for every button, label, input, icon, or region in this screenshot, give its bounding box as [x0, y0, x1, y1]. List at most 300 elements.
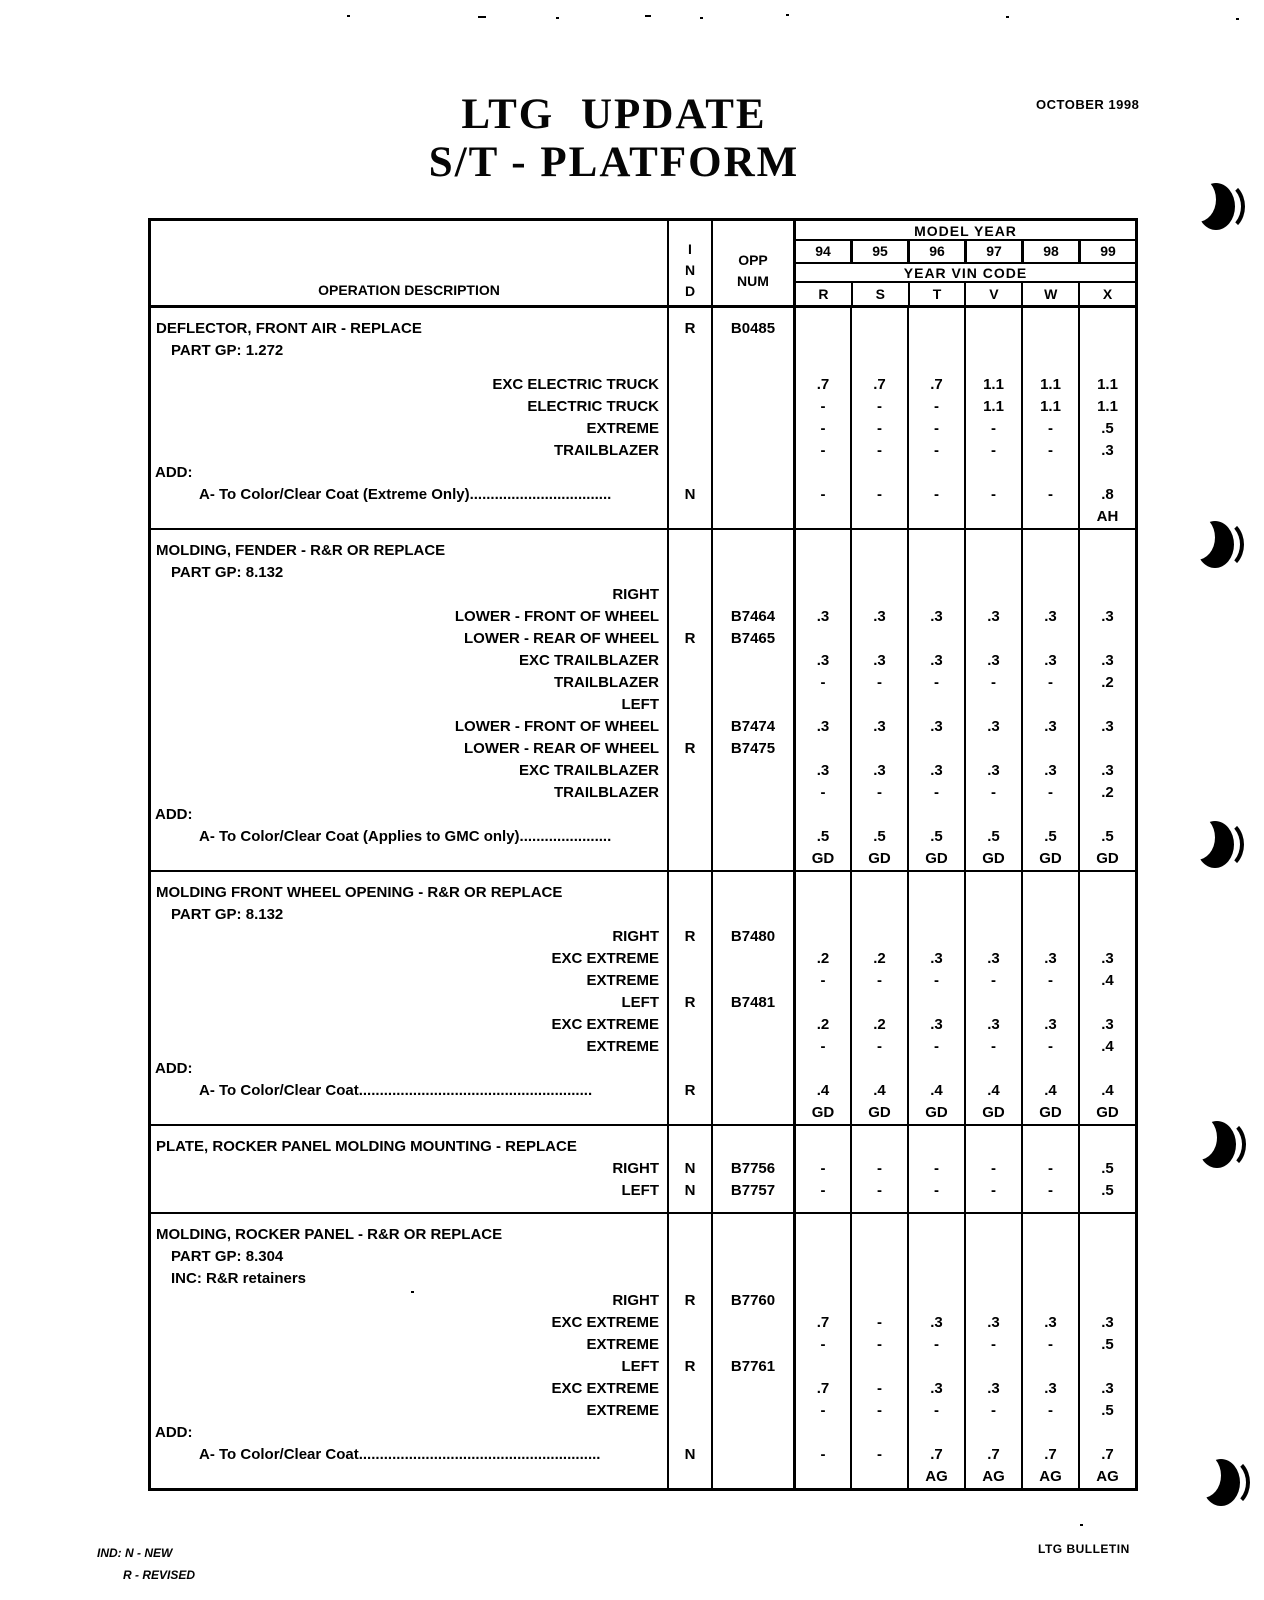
value-cell-99 [1078, 1126, 1135, 1136]
value-cell-95: - [850, 484, 907, 506]
value-cell-99 [1078, 1214, 1135, 1224]
value-cell-94: - [793, 484, 850, 506]
ind-cell [667, 1014, 711, 1036]
value-cell-94 [793, 992, 850, 1014]
ind-cell [667, 606, 711, 628]
value-cell-95 [850, 1422, 907, 1444]
value-cell-96 [907, 1224, 964, 1246]
table-row [151, 1268, 1135, 1290]
table-row [151, 396, 1135, 418]
value-cell-97 [964, 872, 1021, 882]
value-cell-94 [793, 506, 850, 528]
table-row [151, 848, 1135, 870]
opp-num-cell [711, 1400, 793, 1422]
operation-desc-cell: ELECTRIC TRUCK [527, 398, 659, 415]
value-cell-94: .3 [793, 716, 850, 738]
value-cell-94 [793, 1136, 850, 1158]
value-cell-97 [964, 992, 1021, 1014]
value-cell-99 [1078, 462, 1135, 484]
opp-num-cell: B7474 [711, 716, 793, 738]
value-cell-98 [1021, 506, 1078, 528]
value-cell-97: - [964, 672, 1021, 694]
opp-num-cell [711, 650, 793, 672]
value-cell-96: .3 [907, 1014, 964, 1036]
value-cell-98 [1021, 462, 1078, 484]
value-cell-98: .3 [1021, 1312, 1078, 1334]
ind-cell [667, 804, 711, 826]
value-cell-94 [793, 562, 850, 584]
value-cell-98 [1021, 904, 1078, 926]
ind-cell: R [667, 738, 711, 760]
table-row [151, 694, 1135, 716]
value-cell-99 [1078, 1268, 1135, 1290]
table-row [151, 1400, 1135, 1422]
value-cell-94 [793, 1202, 850, 1212]
ind-cell: N [667, 484, 711, 506]
value-cell-95: - [850, 1180, 907, 1202]
header-vin-code-cells [796, 283, 1135, 305]
value-cell-96 [907, 318, 964, 340]
scan-speck [1006, 16, 1009, 18]
ind-cell: N [667, 1444, 711, 1466]
value-cell-99: GD [1078, 1102, 1135, 1124]
value-cell-98: .3 [1021, 760, 1078, 782]
ind-cell: R [667, 318, 711, 340]
header-year: 98 [1021, 241, 1078, 262]
value-cell-96: .7 [907, 374, 964, 396]
value-cell-96 [907, 992, 964, 1014]
value-cell-99: AG [1078, 1466, 1135, 1488]
binder-hole-mark [1202, 1457, 1254, 1509]
value-cell-99 [1078, 584, 1135, 606]
value-cell-96 [907, 340, 964, 362]
value-cell-96 [907, 628, 964, 650]
value-cell-95 [850, 1466, 907, 1488]
value-cell-97: - [964, 1334, 1021, 1356]
value-cell-97 [964, 318, 1021, 340]
value-cell-98: GD [1021, 1102, 1078, 1124]
value-cell-98 [1021, 1290, 1078, 1312]
value-cell-98: - [1021, 1334, 1078, 1356]
value-cell-96 [907, 1290, 964, 1312]
operation-desc-cell: EXC EXTREME [551, 950, 659, 967]
footer-ind-legend-line1: IND: N - NEW [97, 1546, 173, 1560]
table-row [151, 650, 1135, 672]
opp-num-cell [711, 1246, 793, 1268]
header-opp-line: OPP [738, 252, 768, 268]
operation-desc-cell: EXC EXTREME [551, 1314, 659, 1331]
value-cell-99 [1078, 1224, 1135, 1246]
value-cell-95 [850, 584, 907, 606]
value-cell-96 [907, 804, 964, 826]
ind-cell [667, 1036, 711, 1058]
operation-desc-cell: LEFT [621, 696, 659, 713]
value-cell-98 [1021, 1058, 1078, 1080]
operation-desc-cell: EXTREME [586, 1038, 659, 1055]
value-cell-98 [1021, 1202, 1078, 1212]
ind-cell [667, 1136, 711, 1158]
opp-num-cell [711, 374, 793, 396]
operation-desc-cell: A- To Color/Clear Coat........................................................ [199, 1082, 593, 1099]
value-cell-94 [793, 1214, 850, 1224]
value-cell-98 [1021, 308, 1078, 318]
value-cell-97: .5 [964, 826, 1021, 848]
value-cell-94 [793, 1290, 850, 1312]
table-row [151, 948, 1135, 970]
table-row [151, 904, 1135, 926]
value-cell-98: .5 [1021, 826, 1078, 848]
value-cell-97: .3 [964, 948, 1021, 970]
scan-speck [645, 15, 651, 17]
value-cell-99 [1078, 1246, 1135, 1268]
ind-cell [667, 396, 711, 418]
value-cell-97: .3 [964, 1312, 1021, 1334]
value-cell-97 [964, 562, 1021, 584]
ind-cell [667, 1214, 711, 1224]
value-cell-98 [1021, 804, 1078, 826]
opp-num-cell [711, 1312, 793, 1334]
value-cell-97 [964, 530, 1021, 540]
value-cell-94: - [793, 672, 850, 694]
value-cell-95: .7 [850, 374, 907, 396]
value-cell-95 [850, 804, 907, 826]
value-cell-95 [850, 926, 907, 948]
ind-cell [667, 970, 711, 992]
opp-num-cell: B7756 [711, 1158, 793, 1180]
value-cell-97 [964, 804, 1021, 826]
table-row [151, 1136, 1135, 1158]
value-cell-97 [964, 738, 1021, 760]
value-cell-95 [850, 1224, 907, 1246]
table-row [151, 628, 1135, 650]
header-operation-description: OPERATION DESCRIPTION [318, 282, 500, 298]
opp-num-cell [711, 1014, 793, 1036]
value-cell-97: GD [964, 1102, 1021, 1124]
ind-cell [667, 1312, 711, 1334]
table-row [151, 1378, 1135, 1400]
value-cell-94: .3 [793, 650, 850, 672]
value-cell-99: .3 [1078, 948, 1135, 970]
operation-desc-cell: LEFT [621, 1358, 659, 1375]
value-cell-97: AG [964, 1466, 1021, 1488]
value-cell-96: .3 [907, 650, 964, 672]
operation-desc-cell: LEFT [621, 1182, 659, 1199]
value-cell-96 [907, 1136, 964, 1158]
section-molding-fender [151, 530, 1135, 872]
value-cell-98: .3 [1021, 606, 1078, 628]
value-cell-95 [850, 992, 907, 1014]
value-cell-96 [907, 562, 964, 584]
opp-num-cell: B0485 [711, 318, 793, 340]
opp-num-cell: B7757 [711, 1180, 793, 1202]
value-cell-97: - [964, 782, 1021, 804]
header-vin-code: V [964, 283, 1021, 305]
value-cell-94 [793, 1058, 850, 1080]
value-cell-94 [793, 926, 850, 948]
value-cell-94 [793, 1224, 850, 1246]
ind-cell [667, 1334, 711, 1356]
ind-cell [667, 694, 711, 716]
value-cell-94 [793, 340, 850, 362]
value-cell-99 [1078, 1136, 1135, 1158]
value-cell-98 [1021, 1356, 1078, 1378]
value-cell-98 [1021, 318, 1078, 340]
operation-desc-cell: LOWER - FRONT OF WHEEL [454, 608, 659, 625]
value-cell-99: .3 [1078, 606, 1135, 628]
value-cell-99 [1078, 872, 1135, 882]
value-cell-95: - [850, 1312, 907, 1334]
table-row [151, 606, 1135, 628]
value-cell-95 [850, 308, 907, 318]
value-cell-99 [1078, 308, 1135, 318]
operation-desc-cell: PLATE, ROCKER PANEL MOLDING MOUNTING - REPLACE [156, 1138, 577, 1155]
table-row [151, 970, 1135, 992]
value-cell-96: AG [907, 1466, 964, 1488]
ind-cell [667, 530, 711, 540]
value-cell-96: - [907, 1158, 964, 1180]
value-cell-94: .7 [793, 1312, 850, 1334]
value-cell-96: - [907, 1334, 964, 1356]
operation-desc-cell [151, 1214, 667, 1224]
section-molding-rocker-panel [151, 1214, 1135, 1488]
operation-desc-cell: MOLDING FRONT WHEEL OPENING - R&R OR REPLACE [156, 884, 563, 901]
value-cell-99: 1.1 [1078, 396, 1135, 418]
value-cell-99: .2 [1078, 782, 1135, 804]
header-ind-letter: D [684, 283, 696, 299]
value-cell-98: .4 [1021, 1080, 1078, 1102]
value-cell-99: .3 [1078, 1312, 1135, 1334]
operation-desc-cell [151, 308, 667, 318]
ind-cell [667, 1202, 711, 1212]
value-cell-94 [793, 738, 850, 760]
operation-desc-cell: LOWER - REAR OF WHEEL [464, 630, 659, 647]
operation-desc-cell: LOWER - REAR OF WHEEL [464, 740, 659, 757]
operation-desc-cell: ADD: [155, 464, 193, 481]
value-cell-96 [907, 462, 964, 484]
ind-cell [667, 1102, 711, 1124]
table-row [151, 340, 1135, 362]
value-cell-95: .5 [850, 826, 907, 848]
opp-num-cell: B7464 [711, 606, 793, 628]
operation-desc-cell: LEFT [621, 994, 659, 1011]
opp-num-cell: B7465 [711, 628, 793, 650]
value-cell-95: - [850, 1444, 907, 1466]
opp-num-cell [711, 1334, 793, 1356]
table-row [151, 308, 1135, 318]
value-cell-98 [1021, 362, 1078, 374]
table-row [151, 1180, 1135, 1202]
operation-desc-cell: PART GP: 8.304 [171, 1248, 284, 1265]
value-cell-95: .2 [850, 948, 907, 970]
table-row [151, 1202, 1135, 1212]
ind-cell: R [667, 926, 711, 948]
binder-hole-mark [1196, 519, 1248, 571]
value-cell-95 [850, 1058, 907, 1080]
table-row [151, 872, 1135, 882]
operation-desc-cell: MOLDING, FENDER - R&R OR REPLACE [156, 542, 446, 559]
operation-desc-cell: ADD: [155, 1424, 193, 1441]
value-cell-98: - [1021, 1036, 1078, 1058]
header-year: 99 [1078, 241, 1135, 262]
operation-desc-cell: TRAILBLAZER [554, 784, 659, 801]
value-cell-94: - [793, 1180, 850, 1202]
value-cell-96 [907, 584, 964, 606]
value-cell-97 [964, 1214, 1021, 1224]
value-cell-96 [907, 1422, 964, 1444]
value-cell-94 [793, 1126, 850, 1136]
ind-cell [667, 462, 711, 484]
value-cell-97 [964, 1126, 1021, 1136]
table-row [151, 760, 1135, 782]
value-cell-94 [793, 1246, 850, 1268]
scan-speck [347, 15, 350, 17]
value-cell-95 [850, 694, 907, 716]
value-cell-96: - [907, 782, 964, 804]
ind-cell [667, 650, 711, 672]
value-cell-97: - [964, 418, 1021, 440]
header-vin-code: X [1078, 283, 1135, 305]
value-cell-99 [1078, 1356, 1135, 1378]
value-cell-99 [1078, 340, 1135, 362]
value-cell-98 [1021, 1246, 1078, 1268]
value-cell-95 [850, 1136, 907, 1158]
value-cell-94: - [793, 396, 850, 418]
ind-cell [667, 1268, 711, 1290]
value-cell-94: GD [793, 1102, 850, 1124]
opp-num-cell [711, 904, 793, 926]
value-cell-94: - [793, 970, 850, 992]
value-cell-98 [1021, 628, 1078, 650]
ind-cell [667, 1126, 711, 1136]
table-row [151, 1036, 1135, 1058]
value-cell-98: .3 [1021, 716, 1078, 738]
operation-desc-cell: MOLDING, ROCKER PANEL - R&R OR REPLACE [156, 1226, 503, 1243]
binder-hole-mark [1198, 1119, 1250, 1171]
value-cell-94 [793, 628, 850, 650]
value-cell-95: .3 [850, 760, 907, 782]
value-cell-94: GD [793, 848, 850, 870]
value-cell-94 [793, 872, 850, 882]
value-cell-96: .3 [907, 948, 964, 970]
value-cell-96 [907, 1202, 964, 1212]
ind-cell [667, 1378, 711, 1400]
value-cell-96: .3 [907, 760, 964, 782]
ind-cell: R [667, 628, 711, 650]
value-cell-96: - [907, 1400, 964, 1422]
value-cell-97 [964, 308, 1021, 318]
opp-num-cell: B7475 [711, 738, 793, 760]
value-cell-96: GD [907, 848, 964, 870]
value-cell-95 [850, 530, 907, 540]
value-cell-94 [793, 530, 850, 540]
value-cell-97 [964, 628, 1021, 650]
value-cell-96 [907, 530, 964, 540]
value-cell-97 [964, 1268, 1021, 1290]
labor-time-table [148, 218, 1138, 1491]
operation-desc-cell [151, 1466, 667, 1488]
value-cell-99 [1078, 904, 1135, 926]
table-row [151, 1312, 1135, 1334]
value-cell-96: .3 [907, 606, 964, 628]
value-cell-98 [1021, 530, 1078, 540]
value-cell-95 [850, 1356, 907, 1378]
footer-ind-legend-line2: R - REVISED [123, 1568, 196, 1582]
operation-desc-cell: EXTREME [586, 1402, 659, 1419]
opp-num-cell [711, 396, 793, 418]
value-cell-94: - [793, 1036, 850, 1058]
value-cell-96: - [907, 1180, 964, 1202]
value-cell-95 [850, 340, 907, 362]
value-cell-95 [850, 904, 907, 926]
value-cell-98: - [1021, 484, 1078, 506]
value-cell-97 [964, 506, 1021, 528]
value-cell-96: - [907, 970, 964, 992]
value-cell-95: .4 [850, 1080, 907, 1102]
value-cell-94 [793, 904, 850, 926]
value-cell-99: .3 [1078, 650, 1135, 672]
value-cell-97: .3 [964, 716, 1021, 738]
scan-speck [786, 14, 789, 16]
value-cell-94 [793, 318, 850, 340]
value-cell-96: GD [907, 1102, 964, 1124]
value-cell-94: - [793, 782, 850, 804]
opp-num-cell: B7760 [711, 1290, 793, 1312]
operation-desc-cell: PART GP: 1.272 [171, 342, 284, 359]
value-cell-97 [964, 462, 1021, 484]
value-cell-95: .3 [850, 650, 907, 672]
header-vin-code: S [851, 283, 908, 305]
table-row [151, 1214, 1135, 1224]
header-opp-line: NUM [737, 273, 769, 289]
table-row [151, 1224, 1135, 1246]
opp-num-cell [711, 1136, 793, 1158]
value-cell-99 [1078, 882, 1135, 904]
value-cell-99 [1078, 540, 1135, 562]
ind-cell [667, 716, 711, 738]
ind-cell: R [667, 992, 711, 1014]
value-cell-97: - [964, 970, 1021, 992]
operation-desc-cell: EXC EXTREME [551, 1380, 659, 1397]
table-row [151, 462, 1135, 484]
value-cell-99 [1078, 530, 1135, 540]
value-cell-96: .5 [907, 826, 964, 848]
value-cell-96: .3 [907, 1312, 964, 1334]
value-cell-95 [850, 1214, 907, 1224]
value-cell-94: .7 [793, 1378, 850, 1400]
section-molding-front-wheel-opening [151, 872, 1135, 1126]
value-cell-98 [1021, 1126, 1078, 1136]
table-row [151, 1158, 1135, 1180]
ind-cell [667, 440, 711, 462]
opp-num-cell [711, 1224, 793, 1246]
value-cell-99: .2 [1078, 672, 1135, 694]
operation-desc-cell: DEFLECTOR, FRONT AIR - REPLACE [156, 320, 422, 337]
value-cell-97: - [964, 1400, 1021, 1422]
page-title-line1: LTG UPDATE [461, 91, 767, 138]
value-cell-95 [850, 738, 907, 760]
value-cell-97: .4 [964, 1080, 1021, 1102]
value-cell-98 [1021, 1224, 1078, 1246]
value-cell-99 [1078, 926, 1135, 948]
scan-speck [478, 16, 486, 18]
opp-num-cell [711, 1058, 793, 1080]
value-cell-99 [1078, 694, 1135, 716]
opp-num-cell [711, 782, 793, 804]
ind-cell [667, 826, 711, 848]
operation-desc-cell: PART GP: 8.132 [171, 564, 284, 581]
table-row [151, 1080, 1135, 1102]
value-cell-95: - [850, 396, 907, 418]
